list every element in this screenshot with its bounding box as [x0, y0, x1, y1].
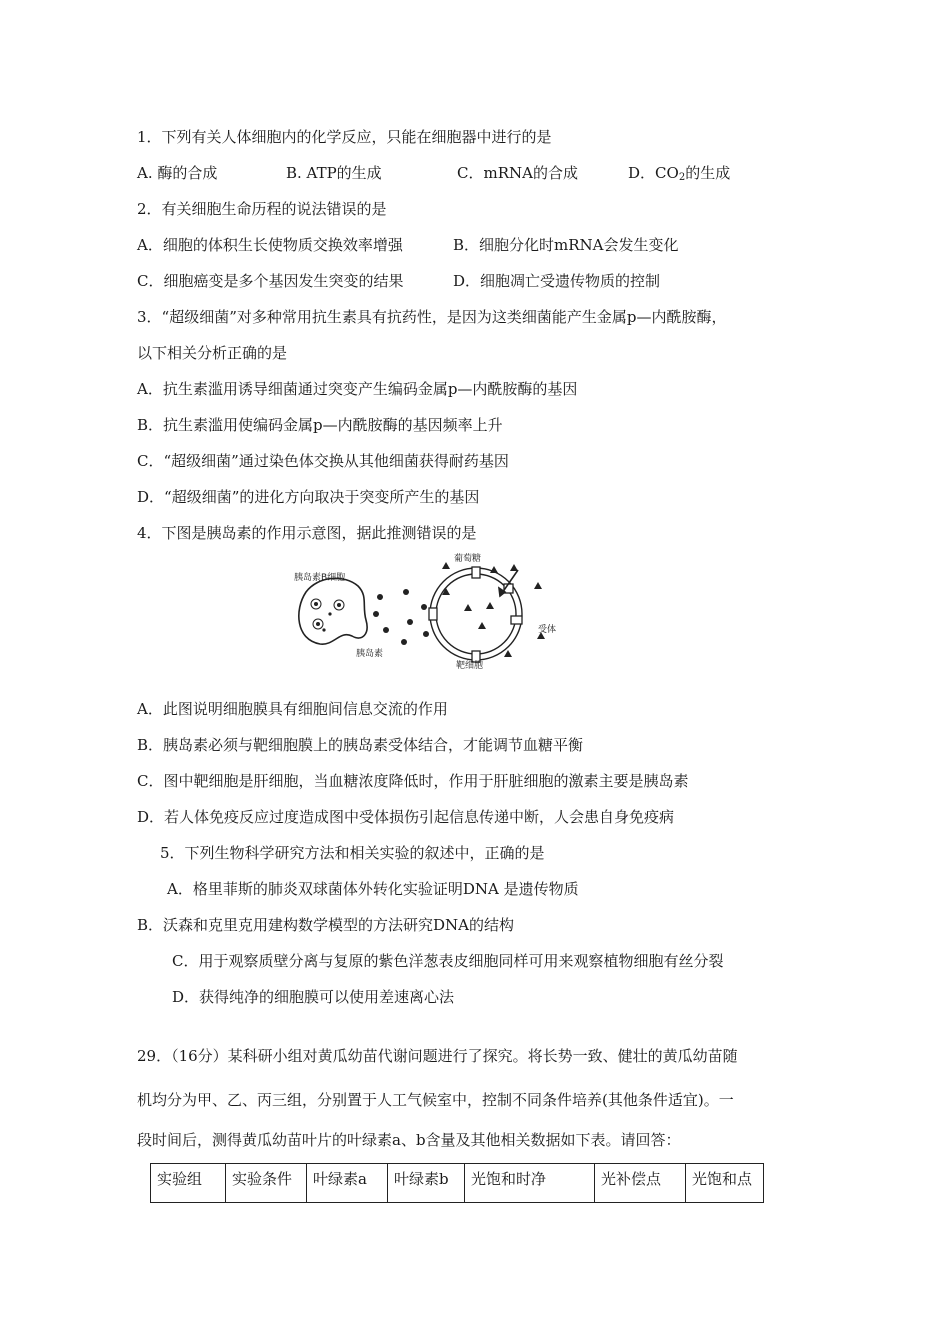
table-header-cell: 叶绿素a	[307, 1164, 388, 1203]
q4-option-a: A．此图说明细胞膜具有细胞间信息交流的作用	[137, 700, 448, 718]
q1-option-d-sub: 2	[678, 172, 686, 183]
b-cell-outline	[299, 578, 367, 644]
table-header-cell: 光补偿点	[595, 1164, 686, 1203]
table-header-cell: 实验组	[151, 1164, 226, 1203]
table-header-row	[151, 1164, 764, 1203]
q5-option-d: D．获得纯净的细胞膜可以使用差速离心法	[172, 988, 455, 1006]
q1-option-d	[628, 163, 730, 188]
q29-data-table	[150, 1163, 764, 1203]
q4-stem: 4．下图是胰岛素的作用示意图，据此推测错误的是	[137, 524, 477, 542]
q1-option-d-pre: D．CO	[628, 164, 679, 182]
q2-option-a: A．细胞的体积生长使物质交换效率增强	[137, 236, 403, 254]
label-insulin: 胰岛素	[356, 649, 384, 659]
glucose-molecules-icon	[442, 562, 545, 657]
q29-text-line1: 29．（16分）某科研小组对黄瓜幼苗代谢问题进行了探究。将长势一致、健壮的黄瓜幼苗随	[137, 1047, 738, 1065]
label-receptor: 受体	[538, 625, 557, 635]
q3-stem-line1: 3．“超级细菌”对多种常用抗生素具有抗药性，是因为这类细菌能产生金属p—内酰胺酶，	[137, 308, 727, 326]
table-header-cell: 光饱和点	[686, 1164, 764, 1203]
q3-stem-line2: 以下相关分析正确的是	[137, 344, 288, 362]
label-glucose: 葡萄糖	[454, 554, 482, 564]
label-b-cell: 胰岛素B细胞	[294, 573, 346, 583]
q29-text-line2: 机均分为甲、乙、丙三组，分别置于人工气候室中，控制不同条件培养(其他条件适宜)。一	[137, 1091, 734, 1109]
label-target-cell: 靶细胞	[456, 661, 484, 670]
q2-option-b: B．细胞分化时mRNA会发生变化	[453, 236, 679, 254]
insulin-diagram	[286, 552, 576, 670]
q3-option-a: A．抗生素滥用诱导细菌通过突变产生编码金属p—内酰胺酶的基因	[137, 380, 578, 398]
q1-option-b: B. ATP的生成	[286, 164, 382, 182]
q5-stem: 5．下列生物科学研究方法和相关实验的叙述中，正确的是	[160, 844, 545, 862]
q4-option-d: D．若人体免疫反应过度造成图中受体损伤引起信息传递中断，人会患自身免疫病	[137, 808, 675, 826]
q3-option-c: C．“超级细菌”通过染色体交换从其他细菌获得耐药基因	[137, 452, 509, 470]
insulin-diagram-svg	[286, 552, 576, 670]
q1-option-c: C．mRNA的合成	[457, 164, 578, 182]
q5-option-c: C．用于观察质壁分离与复原的紫色洋葱表皮细胞同样可用来观察植物细胞有丝分裂	[172, 952, 724, 970]
q3-option-b: B．抗生素滥用使编码金属p—内酰胺酶的基因频率上升	[137, 416, 503, 434]
target-cell-icon	[430, 568, 522, 660]
q2-option-d: D．细胞凋亡受遗传物质的控制	[453, 272, 661, 290]
table-header-cell: 实验条件	[226, 1164, 307, 1203]
q2-stem: 2．有关细胞生命历程的说法错误的是	[137, 200, 387, 218]
q2-option-c: C．细胞癌变是多个基因发生突变的结果	[137, 272, 404, 290]
b-cell-granules-icon	[311, 599, 344, 632]
q1-option-d-post: 的生成	[685, 164, 731, 182]
q5-option-b: B．沃森和克里克用建构数学模型的方法研究DNA的结构	[137, 916, 515, 934]
q29-text-line3: 段时间后，测得黄瓜幼苗叶片的叶绿素a、b含量及其他相关数据如下表。请回答：	[137, 1131, 681, 1149]
q3-option-d: D．“超级细菌”的进化方向取决于突变所产生的基因	[137, 488, 480, 506]
q5-option-a: A．格里菲斯的肺炎双球菌体外转化实验证明DNA 是遗传物质	[167, 880, 579, 898]
table-header-cell: 光饱和时净	[465, 1164, 595, 1203]
q4-option-b: B．胰岛素必须与靶细胞膜上的胰岛素受体结合，才能调节血糖平衡	[137, 736, 584, 754]
table-header-cell: 叶绿素b	[388, 1164, 465, 1203]
q4-option-c: C．图中靶细胞是肝细胞，当血糖浓度降低时，作用于肝脏细胞的激素主要是胰岛素	[137, 772, 689, 790]
q1-stem: 1．下列有关人体细胞内的化学反应，只能在细胞器中进行的是	[137, 128, 552, 146]
q1-option-a: A. 酶的合成	[137, 164, 218, 182]
insulin-molecules-icon	[373, 589, 429, 645]
